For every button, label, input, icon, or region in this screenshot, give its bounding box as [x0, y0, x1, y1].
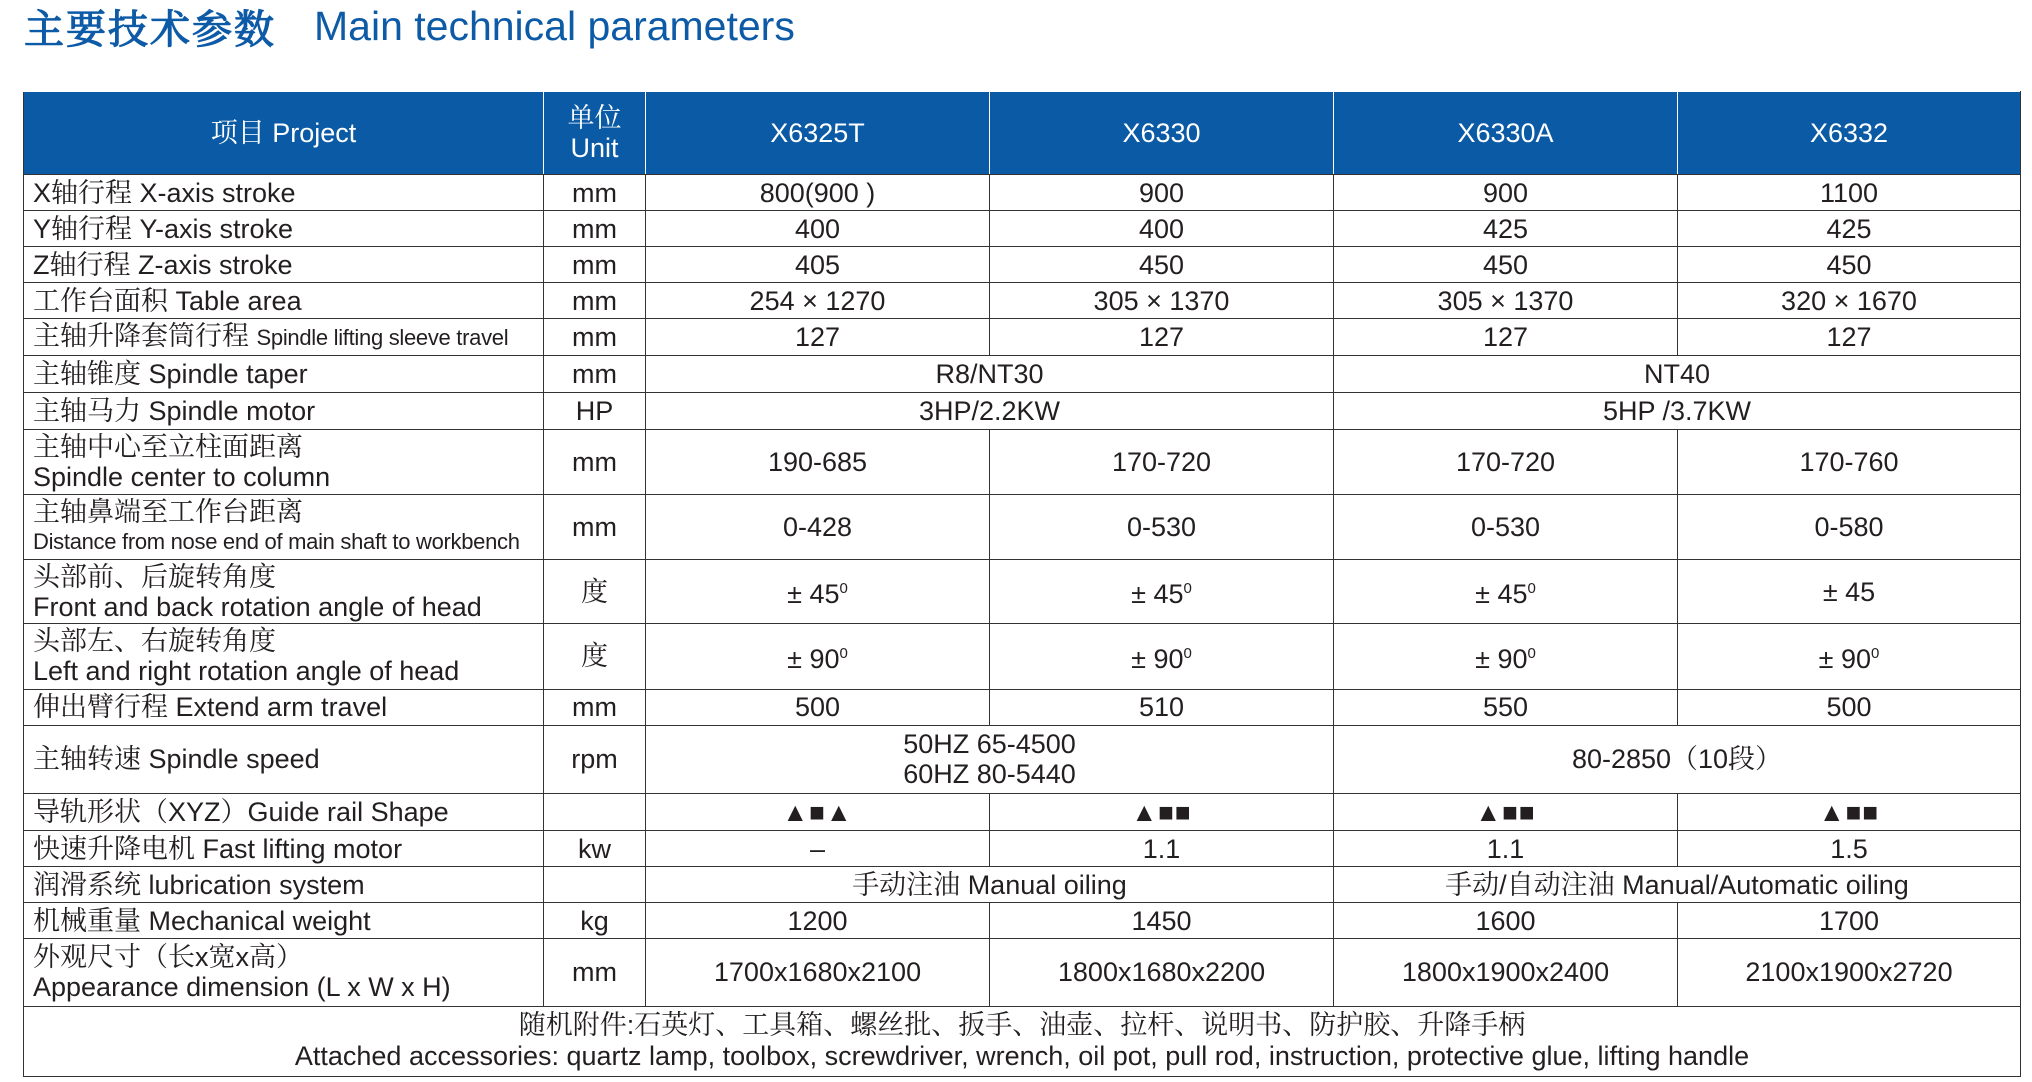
- cell-value: 0-428: [646, 494, 990, 559]
- row-unit: [544, 867, 646, 903]
- table-row: [24, 283, 2021, 319]
- row-label-zh: 主轴中心至立柱面距离: [33, 431, 303, 462]
- cell-value: ± 45: [1678, 560, 2021, 624]
- rail-shape-icon: ▲■■: [990, 793, 1334, 830]
- row-label: Y轴行程 Y-axis stroke: [24, 211, 544, 247]
- cell-value: 305 × 1370: [1334, 283, 1678, 319]
- table-row: [24, 831, 2021, 867]
- row-label: 主轴转速 Spindle speed: [24, 725, 544, 793]
- table-row: [24, 939, 2021, 1006]
- cell-value: 254 × 1270: [646, 283, 990, 319]
- cell-value: 550: [1334, 689, 1678, 725]
- cell-value: 500: [1678, 689, 2021, 725]
- parameters-table: [23, 91, 2021, 1077]
- table-row: [24, 689, 2021, 725]
- row-label-en: Appearance dimension (L x W x H): [33, 972, 451, 1003]
- row-unit: kg: [544, 903, 646, 939]
- cell-value: 2100x1900x2720: [1678, 939, 2021, 1006]
- cell-value: 1600: [1334, 903, 1678, 939]
- row-unit: 度: [544, 624, 646, 689]
- row-label-zh: 主轴升降套筒行程: [33, 320, 249, 351]
- header-unit-zh: 单位: [567, 103, 622, 133]
- row-label: [24, 429, 544, 494]
- cell-value: 500: [646, 689, 990, 725]
- cell-value: 1800x1900x2400: [1334, 939, 1678, 1006]
- cell-value: 400: [990, 211, 1334, 247]
- row-unit: HP: [544, 392, 646, 429]
- cell-value: ± $45^0$: [1334, 560, 1678, 624]
- header-project: 项目 Project: [24, 92, 544, 175]
- cell-value: 127: [1334, 319, 1678, 355]
- row-label: [24, 560, 544, 624]
- cell-value: 900: [1334, 175, 1678, 211]
- cell-value: 425: [1678, 211, 2021, 247]
- cell-value: 1.1: [990, 831, 1334, 867]
- cell-value: ± $90^0$: [1334, 624, 1678, 689]
- row-unit: mm: [544, 283, 646, 319]
- cell-value: NT40: [1334, 355, 2021, 392]
- row-label-en: Front and back rotation angle of head: [33, 591, 482, 622]
- table-row: [24, 793, 2021, 830]
- title-en: Main technical parameters: [314, 2, 795, 49]
- row-label: 主轴马力 Spindle motor: [24, 392, 544, 429]
- row-label: 润滑系统 lubrication system: [24, 867, 544, 903]
- cell-value: 50HZ 65-4500 60HZ 80-5440: [646, 725, 1334, 793]
- row-unit: 度: [544, 560, 646, 624]
- cell-value: 1800x1680x2200: [990, 939, 1334, 1006]
- row-label-en: Spindle lifting sleeve travel: [256, 324, 509, 350]
- cell-value: 127: [646, 319, 990, 355]
- row-unit: mm: [544, 429, 646, 494]
- cell-value: 0-530: [990, 494, 1334, 559]
- row-label: 快速升降电机 Fast lifting motor: [24, 831, 544, 867]
- header-row: [24, 92, 2021, 175]
- row-label: [24, 624, 544, 689]
- header-unit-en: Unit: [570, 133, 619, 163]
- table-row: [24, 560, 2021, 624]
- row-unit: mm: [544, 175, 646, 211]
- table-row: [24, 319, 2021, 355]
- accessories-row: [24, 1006, 2021, 1076]
- table-row: [24, 247, 2021, 283]
- cell-value: 手动/自动注油 Manual/Automatic oiling: [1334, 867, 2021, 903]
- row-unit: mm: [544, 247, 646, 283]
- cell-value: 425: [1334, 211, 1678, 247]
- cell-value: 320 × 1670: [1678, 283, 2021, 319]
- row-unit: mm: [544, 355, 646, 392]
- cell-value: 1450: [990, 903, 1334, 939]
- row-unit: mm: [544, 319, 646, 355]
- row-unit: mm: [544, 939, 646, 1006]
- cell-value: 0-530: [1334, 494, 1678, 559]
- cell-value: 1100: [1678, 175, 2021, 211]
- cell-value: 900: [990, 175, 1334, 211]
- row-label-zh: 主轴鼻端至工作台距离: [33, 497, 303, 528]
- accessories-en: Attached accessories: quartz lamp, toolbox, screwdriver, wrench, oil pot, pull rod, instruction, protective glue, lifting handle: [294, 1041, 1750, 1072]
- row-unit: mm: [544, 689, 646, 725]
- row-label-en: Spindle center to column: [33, 461, 331, 492]
- cell-value: –: [646, 831, 990, 867]
- cell-value: 0-580: [1678, 494, 2021, 559]
- row-unit: rpm: [544, 725, 646, 793]
- rail-shape-icon: ▲■▲: [646, 793, 990, 830]
- cell-value: 127: [990, 319, 1334, 355]
- cell-value: 450: [990, 247, 1334, 283]
- table-row: [24, 725, 2021, 793]
- cell-value: ± $45^0$: [646, 560, 990, 624]
- row-label: 机械重量 Mechanical weight: [24, 903, 544, 939]
- table-row: [24, 494, 2021, 559]
- cell-value: 450: [1334, 247, 1678, 283]
- cell-value: 1700: [1678, 903, 2021, 939]
- table-row: [24, 429, 2021, 494]
- rail-shape-icon: ▲■■: [1334, 793, 1678, 830]
- cell-value: 170-720: [990, 429, 1334, 494]
- cell-value: ± $90^0$: [990, 624, 1334, 689]
- row-label-zh: 外观尺寸（长x宽x高）: [33, 942, 303, 973]
- cell-value: 1.5: [1678, 831, 2021, 867]
- cell-value: 400: [646, 211, 990, 247]
- cell-value: 170-720: [1334, 429, 1678, 494]
- cell-value: 3HP/2.2KW: [646, 392, 1334, 429]
- row-label: Z轴行程 Z-axis stroke: [24, 247, 544, 283]
- title-zh: 主要技术参数: [24, 6, 276, 53]
- table-row: [24, 175, 2021, 211]
- accessories-cell: [24, 1006, 2021, 1076]
- row-unit: mm: [544, 211, 646, 247]
- row-label-en: Left and right rotation angle of head: [33, 656, 460, 687]
- cell-value: 510: [990, 689, 1334, 725]
- accessories-zh: 随机附件:石英灯、工具箱、螺丝批、扳手、油壶、拉杆、说明书、防护胶、升降手柄: [518, 1010, 1526, 1041]
- header-model-x6332: X6332: [1678, 92, 2021, 175]
- row-label: X轴行程 X-axis stroke: [24, 175, 544, 211]
- cell-value: 800(900 ): [646, 175, 990, 211]
- cell-value: 1700x1680x2100: [646, 939, 990, 1006]
- row-label-zh: 头部前、后旋转角度: [33, 561, 276, 592]
- row-label: [24, 319, 544, 355]
- row-label: [24, 939, 544, 1006]
- header-unit: [544, 92, 646, 175]
- header-model-x6330: X6330: [990, 92, 1334, 175]
- cell-value: 1200: [646, 903, 990, 939]
- row-unit: [544, 793, 646, 830]
- rail-shape-icon: ▲■■: [1678, 793, 2021, 830]
- row-label: 导轨形状（XYZ）Guide rail Shape: [24, 793, 544, 830]
- cell-value: 305 × 1370: [990, 283, 1334, 319]
- row-label-zh: 头部左、右旋转角度: [33, 626, 276, 657]
- cell-value: R8/NT30: [646, 355, 1334, 392]
- header-model-x6325t: X6325T: [646, 92, 990, 175]
- row-label-en: Distance from nose end of main shaft to workbench: [33, 529, 520, 555]
- cell-value: ± $90^0$: [646, 624, 990, 689]
- table-row: [24, 355, 2021, 392]
- row-label: 工作台面积 Table area: [24, 283, 544, 319]
- row-unit: mm: [544, 494, 646, 559]
- cell-value: ± $45^0$: [990, 560, 1334, 624]
- row-label: 主轴锥度 Spindle taper: [24, 355, 544, 392]
- table-row: [24, 624, 2021, 689]
- cell-value: 5HP /3.7KW: [1334, 392, 2021, 429]
- table-row: [24, 867, 2021, 903]
- cell-value: 127: [1678, 319, 2021, 355]
- table-row: [24, 392, 2021, 429]
- cell-value: 手动注油 Manual oiling: [646, 867, 1334, 903]
- cell-value: 170-760: [1678, 429, 2021, 494]
- cell-value: 405: [646, 247, 990, 283]
- row-label: 伸出臂行程 Extend arm travel: [24, 689, 544, 725]
- header-model-x6330a: X6330A: [1334, 92, 1678, 175]
- cell-value: 450: [1678, 247, 2021, 283]
- row-unit: kw: [544, 831, 646, 867]
- cell-value: 80-2850（10段）: [1334, 725, 2021, 793]
- cell-value: 190-685: [646, 429, 990, 494]
- cell-value: ± $90^0$: [1678, 624, 2021, 689]
- table-row: [24, 211, 2021, 247]
- cell-value: 1.1: [1334, 831, 1678, 867]
- page-title: [24, 0, 795, 52]
- row-label: [24, 494, 544, 559]
- table-row: [24, 903, 2021, 939]
